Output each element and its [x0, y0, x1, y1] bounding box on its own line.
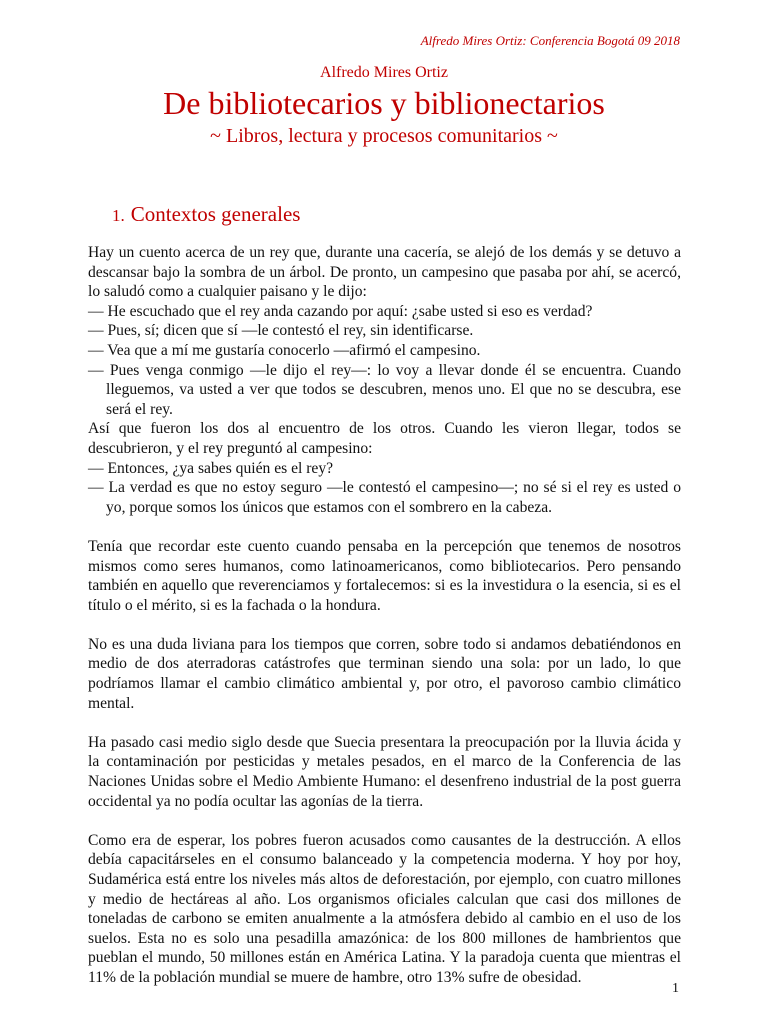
paragraph-story-intro: Hay un cuento acerca de un rey que, durante una cacería, se alejó de los demás y se detuvo a descansar bajo la sombra de un árbol. De pronto, un campesino que pasaba por ahí, se acercó, lo saludó como a cualquier paisano y le dijo: [88, 244, 681, 301]
section-heading [112, 200, 300, 230]
running-header: Alfredo Mires Ortiz: Conferencia Bogotá 09 2018 [420, 33, 680, 48]
author-name: Alfredo Mires Ortiz [320, 64, 448, 81]
dialogue-line: — Vea que a mí me gustaría conocerlo —afirmó el campesino. [88, 341, 481, 359]
paragraph-deforestation: Como era de esperar, los pobres fueron acusados como causantes de la destrucción. A ellos debía capacitárseles en el consumo balanceado y la competencia moderna. Y hoy por hoy, Sudamérica está entre los niveles más altos de deforestación, por ejemplo, con cuatro millones y medio de hectáreas al año. Los organismos oficiales calculan que casi dos millones de toneladas de carbono se emiten anualmente a la atmósfera debido al cambio en el uso de los suelos. Esta no es solo una pesadilla amazónica: de los 800 millones de hambrientos que pueblan el mundo, 50 millones están en América Latina. Y la paradoja cuenta que mientras el 11% de la población mundial se muere de hambre, otro 13% sufre de obesidad. [88, 831, 681, 986]
body-text [88, 243, 681, 988]
dialogue-line: — Entonces, ¿ya sabes quién es el rey? [88, 459, 334, 477]
paragraph-narration: Así que fueron los dos al encuentro de los otros. Cuando les vieron llegar, todos se descubrieron, y el rey preguntó al campesino: [88, 420, 681, 457]
section-number: 1. [112, 206, 125, 225]
document-title: De bibliotecarios y biblionectarios [163, 85, 605, 121]
paragraph-climate-change: No es una duda liviana para los tiempos que corren, sobre todo si andamos debatiéndonos en medio de dos aterradoras catástrofes que terminan siendo una sola: por un lado, lo que podríamos llamar el cambio climático ambiental y, por otro, el pavoroso cambio climático mental. [88, 635, 681, 712]
document-subtitle: ~ Libros, lectura y procesos comunitarios ~ [210, 125, 558, 147]
section-title: Contextos generales [130, 202, 301, 226]
page-number: 1 [672, 981, 679, 996]
dialogue-line: — He escuchado que el rey anda cazando por aquí: ¿sabe usted si eso es verdad? [88, 302, 593, 320]
paragraph-perception: Tenía que recordar este cuento cuando pensaba en la percepción que tenemos de nosotros mismos como seres humanos, como latinoamericanos, como bibliotecarios. Pero pensando también en aquello que reverenciamos y fortalecemos: si es la investidura o la esencia, si es el título o el mérito, si es la fachada o la hondura. [88, 537, 681, 614]
dialogue-line: — Pues, sí; dicen que sí —le contestó el rey, sin identificarse. [88, 322, 474, 340]
dialogue-line: — La verdad es que no estoy seguro —le contestó el campesino—; no sé si el rey es usted o yo, porque somos los únicos que estamos con el sombrero en la cabeza. [88, 479, 681, 516]
paragraph-conference: Ha pasado casi medio siglo desde que Suecia presentara la preocupación por la lluvia ácida y la contaminación por pesticidas y metales pesados, en el marco de la Conferencia de las Naciones Unidas sobre el Medio Ambiente Humano: el desenfreno industrial de la post guerra occidental ya no podía ocultar las agonías de la tierra. [88, 733, 681, 810]
dialogue-line: — Pues venga conmigo —le dijo el rey—: lo voy a llevar donde él se encuentra. Cuando lleguemos, va usted a ver que todos se descubren, menos uno. El que no se descubra, ese será el rey. [88, 361, 681, 418]
